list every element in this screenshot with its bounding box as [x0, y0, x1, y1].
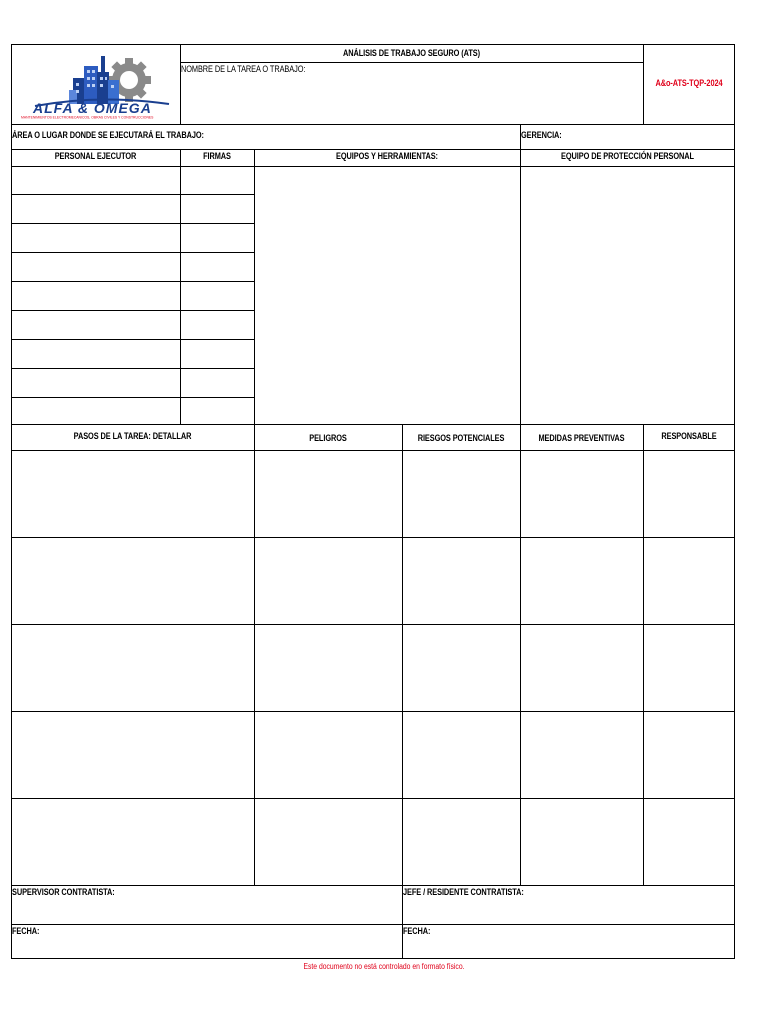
header-bottom-line [11, 124, 735, 125]
logo-text: ALFA & OMEGA [33, 100, 152, 116]
col-firmas: FIRMAS [203, 151, 231, 161]
supervisor-contratista-label: SUPERVISOR CONTRATISTA: [12, 887, 115, 897]
gerencia-label: GERENCIA: [521, 130, 562, 140]
section2-divider-peligros [254, 424, 255, 885]
fecha-right-label: FECHA: [403, 926, 431, 936]
col-riesgos-potenciales: RIESGOS POTENCIALES [417, 433, 505, 443]
section1-bottom-line [11, 424, 735, 425]
personal-row-line [11, 194, 254, 195]
col-responsable: RESPONSABLE [661, 431, 717, 441]
signature-mid-line [11, 924, 735, 925]
area-label: ÁREA O LUGAR DONDE SE EJECUTARÁ EL TRABAJO: [12, 130, 204, 140]
section1-divider-epp [520, 149, 521, 424]
personal-row-line [11, 339, 254, 340]
form-border [11, 44, 735, 959]
footer-note: Este documento no está controlado en formato físico. [303, 962, 465, 971]
col-epp: EQUIPO DE PROTECCIÓN PERSONAL [561, 151, 694, 161]
form-title: ANÁLISIS DE TRABAJO SEGURO (ATS) [342, 48, 481, 58]
header-logo-divider [180, 44, 181, 124]
section2-bottom-line [11, 885, 735, 886]
header-code-divider [643, 44, 644, 124]
section2-header-line [11, 450, 735, 451]
col-personal-ejecutor: PERSONAL EJECUTOR [54, 151, 137, 161]
header-title-divider [180, 62, 643, 63]
fecha-left-label: FECHA: [12, 926, 40, 936]
step-row-line [11, 537, 735, 538]
section2-divider-responsable [643, 424, 644, 885]
section1-divider-firmas [180, 149, 181, 424]
step-row-line [11, 711, 735, 712]
col-peligros: PELIGROS [309, 433, 347, 443]
personal-row-line [11, 310, 254, 311]
col-pasos-tarea: PASOS DE LA TAREA: DETALLAR [73, 431, 192, 441]
col-medidas-preventivas: MEDIDAS PREVENTIVAS [538, 433, 625, 443]
section2-divider-riesgos [402, 424, 403, 885]
step-row-line [11, 798, 735, 799]
step-row-line [11, 624, 735, 625]
ats-form [11, 44, 735, 959]
company-logo [21, 50, 179, 120]
task-name-label: NOMBRE DE LA TAREA O TRABAJO: [181, 64, 306, 74]
personal-row-line [11, 281, 254, 282]
personal-row-line [11, 368, 254, 369]
jefe-residente-label: JEFE / RESIDENTE CONTRATISTA: [403, 887, 524, 897]
section2-divider-medidas [520, 424, 521, 885]
personal-row-line [11, 252, 254, 253]
col-equipos-herramientas: EQUIPOS Y HERRAMIENTAS: [336, 151, 438, 161]
section1-header-line [11, 166, 735, 167]
logo-tagline: MANTENIMIENTOS ELECTROMECANICOS, OBRAS CIVILES Y CONSTRUCCIONES [21, 115, 154, 120]
personal-row-line [11, 223, 254, 224]
personal-row-line [11, 397, 254, 398]
document-code: A&o-ATS-TQP-2024 [655, 78, 723, 88]
area-bottom-line [11, 149, 735, 150]
section1-divider-equipos [254, 149, 255, 424]
